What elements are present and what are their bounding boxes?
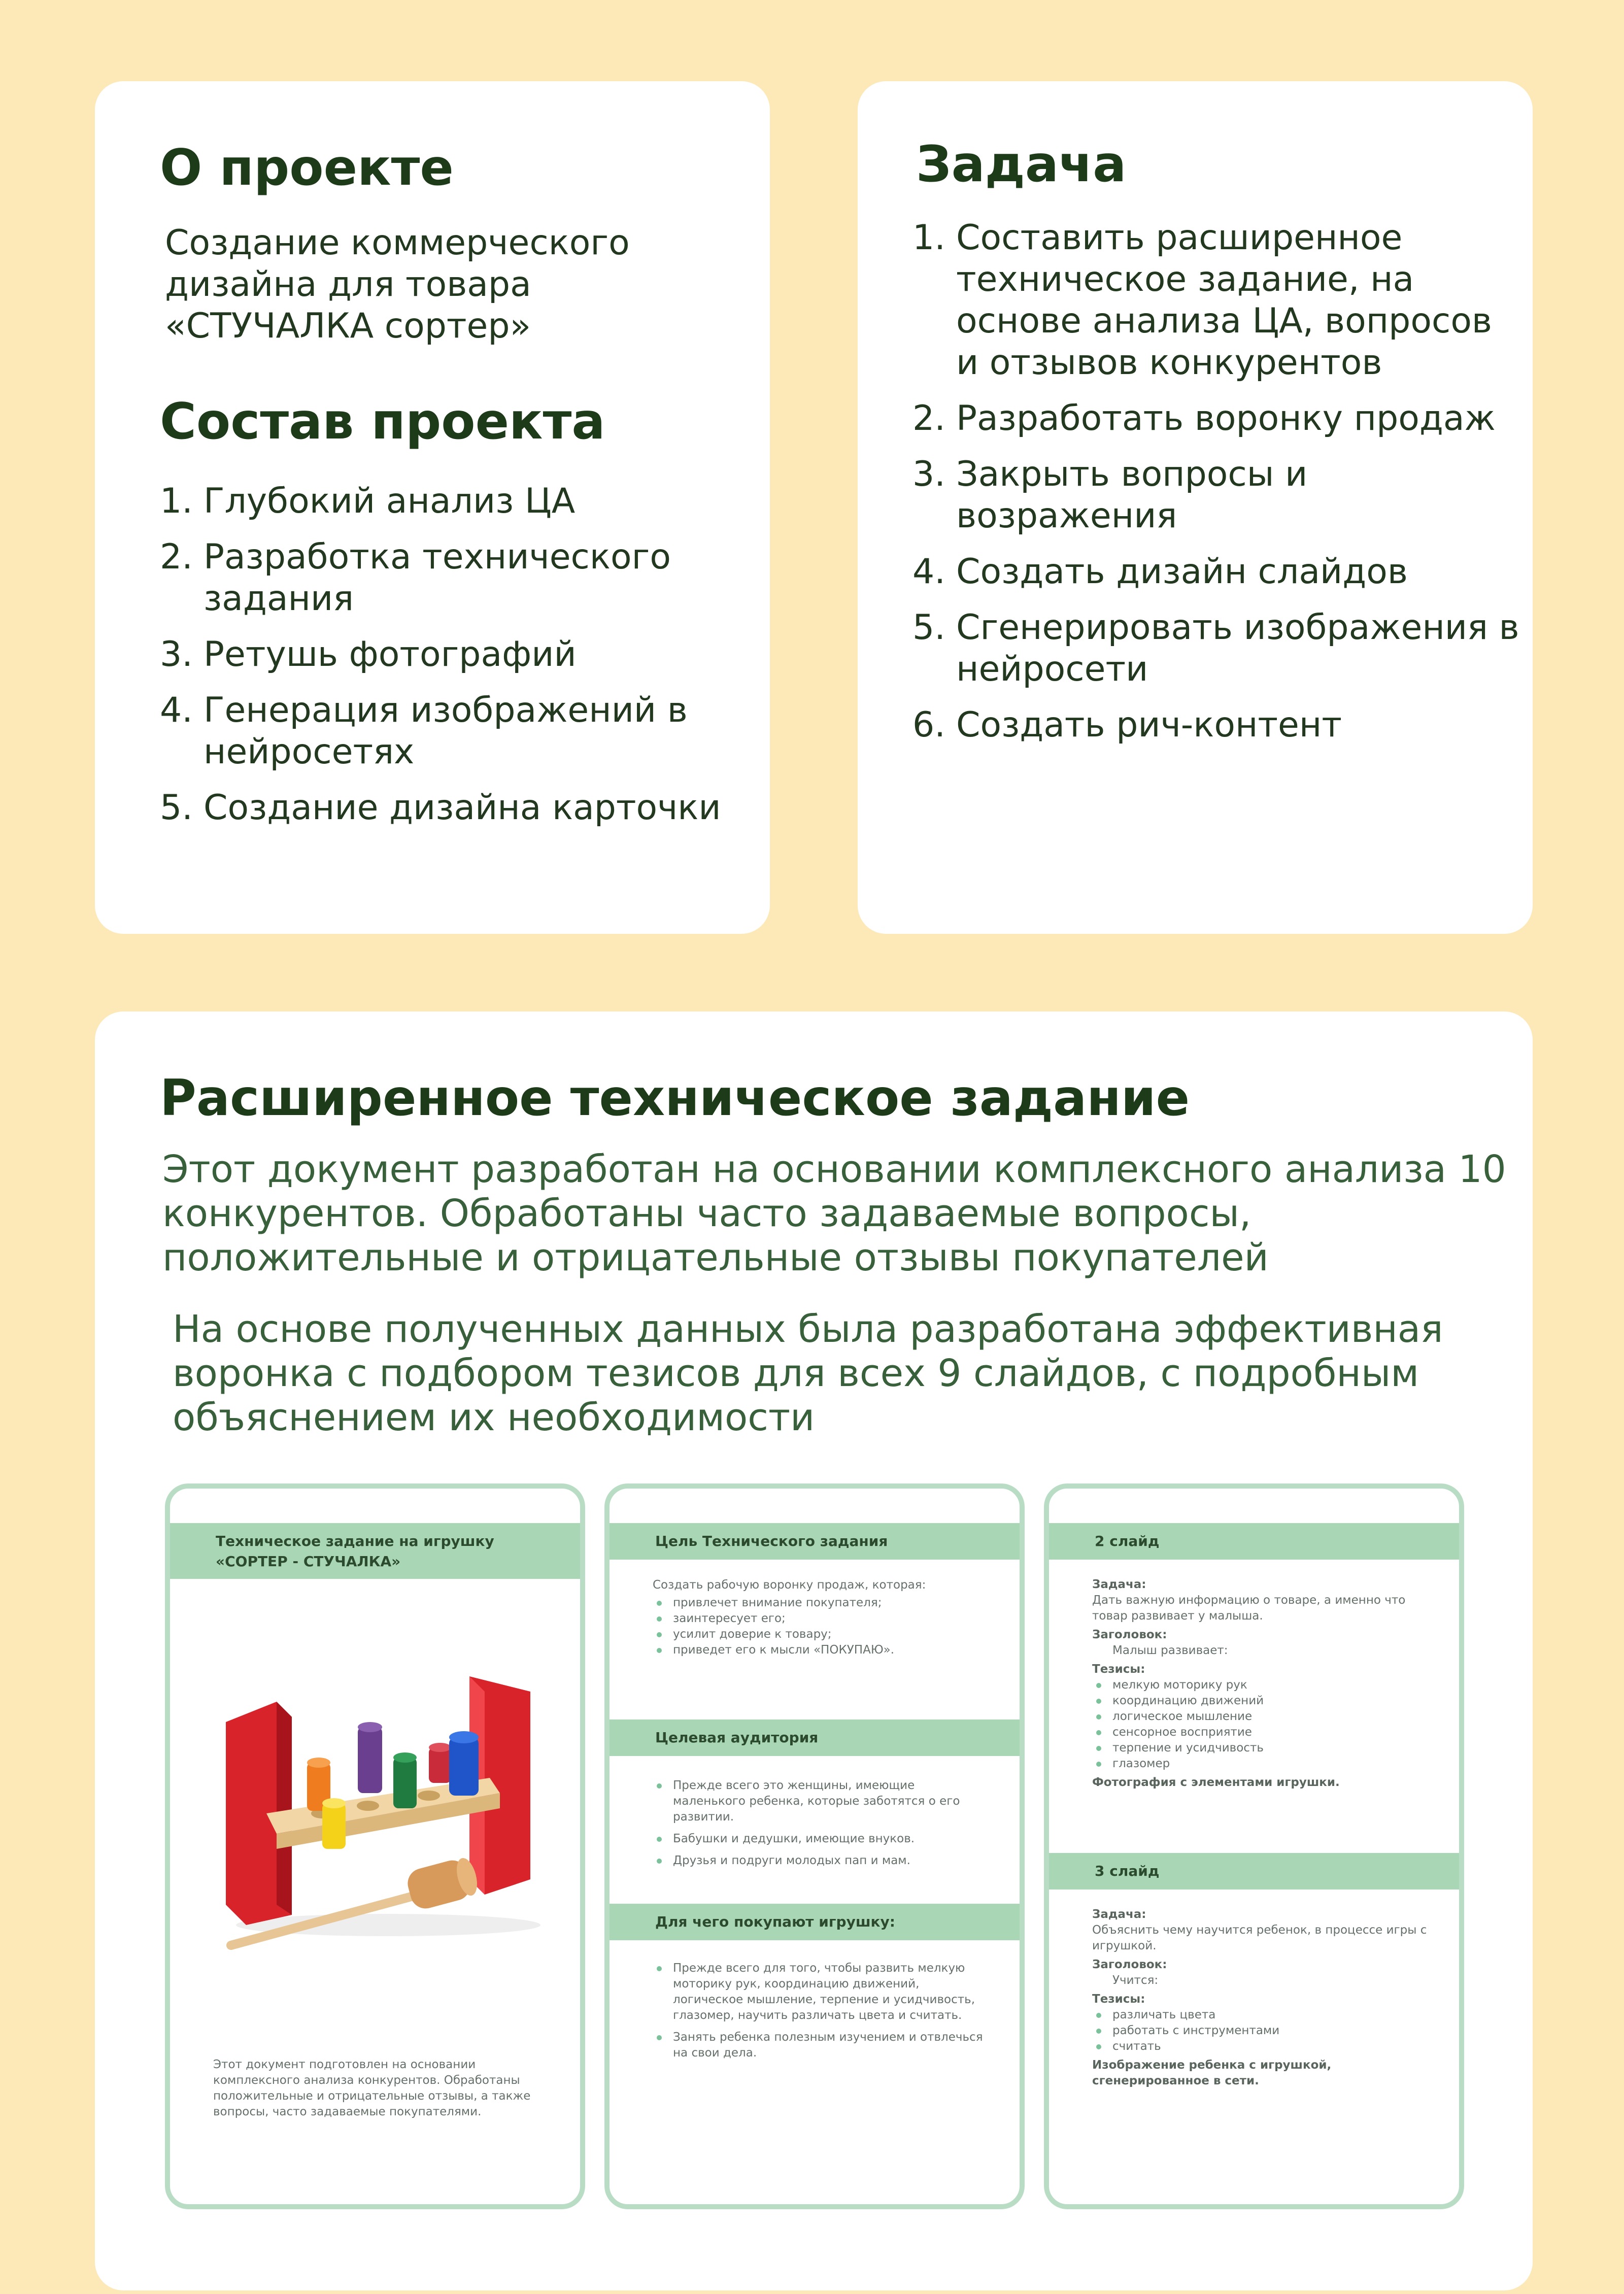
task-item: 1. Составить расширенное техническое задание, на основе анализа ЦА, вопросов и отзывов конкурентов: [912, 218, 1492, 383]
doc-slide2-section: [1092, 1574, 1429, 1791]
task-list: [912, 217, 1521, 760]
doc-slide2-header: 2 слайд: [1049, 1523, 1459, 1560]
doc-slide2-thesis: терпение и усидчивость: [1092, 1740, 1429, 1756]
composition-item: 3. Ретушь фотографий: [160, 634, 577, 674]
doc-slide2-thesis: мелкую моторику рук: [1092, 1677, 1429, 1693]
doc-slide2-thesis: координацию движений: [1092, 1693, 1429, 1709]
composition-item: 5. Создание дизайна карточки: [160, 788, 721, 828]
doc-slide2-task-label: Задача:: [1092, 1578, 1146, 1591]
doc-cover-text: Этот документ подготовлен на основании комплексного анализа конкурентов. Обработаны положительные и отрицательные отзывы, а также вопросы, часто задаваемые покупателями.: [213, 2058, 531, 2118]
composition-item: 2. Разработка технического задания: [160, 537, 671, 619]
doc-slide2-heading-label: Заголовок:: [1092, 1628, 1167, 1641]
doc-slide2-task: Дать важную информацию о товаре, а именно что товар развивает у малыша.: [1092, 1594, 1406, 1623]
task-item: 6. Создать рич-контент: [912, 705, 1342, 745]
doc-slide2-theses-label: Тезисы:: [1092, 1663, 1145, 1676]
doc-header: Техническое задание на игрушку «СОРТЕР - СТУЧАЛКА»: [170, 1523, 580, 1579]
doc-slide3-image: Изображение ребенка с игрушкой, сгенерированное в сети.: [1092, 2059, 1332, 2087]
task-item: 4. Создать дизайн слайдов: [912, 552, 1408, 592]
composition-item: 4. Генерация изображений в нейросетях: [160, 690, 688, 772]
doc-preview-slides: [1044, 1483, 1464, 2209]
doc-slide2-thesis: логическое мышление: [1092, 1709, 1429, 1725]
doc-audience-item: Прежде всего это женщины, имеющие маленького ребенка, которые заботятся о его развитии.: [653, 1778, 989, 1825]
doc-audience-header: Целевая аудитория: [610, 1719, 1020, 1756]
toy-hammer-sorter-image: [216, 1641, 561, 1955]
doc-why-item: Занять ребенка полезным изучением и отвлечься на свои дела.: [653, 2030, 989, 2061]
doc-slide3-section: [1092, 1904, 1429, 2089]
task-card: [858, 81, 1533, 934]
doc-slide2-thesis: сенсорное восприятие: [1092, 1725, 1429, 1740]
doc-slide3-thesis: считать: [1092, 2039, 1429, 2054]
doc-slide3-heading: Учится:: [1112, 1974, 1159, 1987]
doc-slide2-heading: Малыш развивает:: [1112, 1644, 1228, 1657]
about-card: [95, 81, 770, 934]
doc-audience-item: Друзья и подруги молодых пап и мам.: [653, 1853, 989, 1869]
doc-slide3-thesis: работать с инструментами: [1092, 2023, 1429, 2039]
composition-list: [160, 481, 759, 843]
doc-slide3-theses-label: Тезисы:: [1092, 1993, 1145, 2006]
spec-paragraph-1: Этот документ разработан на основании комплексного анализа 10 конкурентов. Обработаны часто задаваемые вопросы, положительные и отрицательные отзывы покупателей: [162, 1148, 1506, 1279]
composition-title: Состав проекта: [160, 393, 605, 451]
spec-title: Расширенное техническое задание: [160, 1069, 1190, 1127]
doc-slide3-task-label: Задача:: [1092, 1908, 1146, 1921]
doc-goal-intro: Создать рабочую воронку продаж, которая:: [653, 1578, 926, 1592]
doc-preview-goals: [604, 1483, 1025, 2209]
about-text: Создание коммерческого дизайна для товара «СТУЧАЛКА сортер»: [165, 223, 630, 346]
doc-why-section: [653, 1961, 989, 2067]
spec-paragraph-2: На основе полученных данных была разработана эффективная воронка с подбором тезисов для всех 9 слайдов, с подробным объяснением их необходимости: [173, 1307, 1443, 1439]
task-item: 5. Сгенерировать изображения в нейросети: [912, 608, 1519, 689]
doc-goal-header: Цель Технического задания: [610, 1523, 1020, 1560]
doc-slide2-thesis: глазомер: [1092, 1756, 1429, 1772]
doc-goal-section: [653, 1577, 989, 1658]
doc-goal-item: заинтересует его;: [653, 1611, 989, 1627]
doc-slide3-header: 3 слайд: [1049, 1853, 1459, 1890]
doc-slide3-task: Объяснить чему научится ребенок, в процессе игры с игрушкой.: [1092, 1924, 1427, 1952]
task-item: 2. Разработать воронку продаж: [912, 398, 1496, 438]
doc-why-header: Для чего покупают игрушку:: [610, 1904, 1020, 1940]
doc-audience-item: Бабушки и дедушки, имеющие внуков.: [653, 1831, 989, 1847]
task-title: Задача: [916, 136, 1127, 193]
doc-slide2-photo: Фотография с элементами игрушки.: [1092, 1776, 1340, 1789]
doc-audience-section: [653, 1778, 989, 1875]
doc-why-item: Прежде всего для того, чтобы развить мелкую моторику рук, координацию движений, логическое мышление, терпение и усидчивость, глазомер, научить различать цвета и считать.: [653, 1961, 989, 2023]
task-item: 3. Закрыть вопросы и возражения: [912, 454, 1308, 536]
doc-slide3-thesis: различать цвета: [1092, 2007, 1429, 2023]
about-title: О проекте: [160, 139, 454, 197]
doc-goal-item: привлечет внимание покупателя;: [653, 1595, 989, 1611]
composition-item: 1. Глубокий анализ ЦА: [160, 481, 576, 521]
doc-slide3-heading-label: Заголовок:: [1092, 1958, 1167, 1971]
doc-preview-cover: [165, 1483, 585, 2209]
doc-goal-item: усилит доверие к товару;: [653, 1627, 989, 1642]
doc-goal-item: приведет его к мысли «ПОКУПАЮ».: [653, 1642, 989, 1658]
